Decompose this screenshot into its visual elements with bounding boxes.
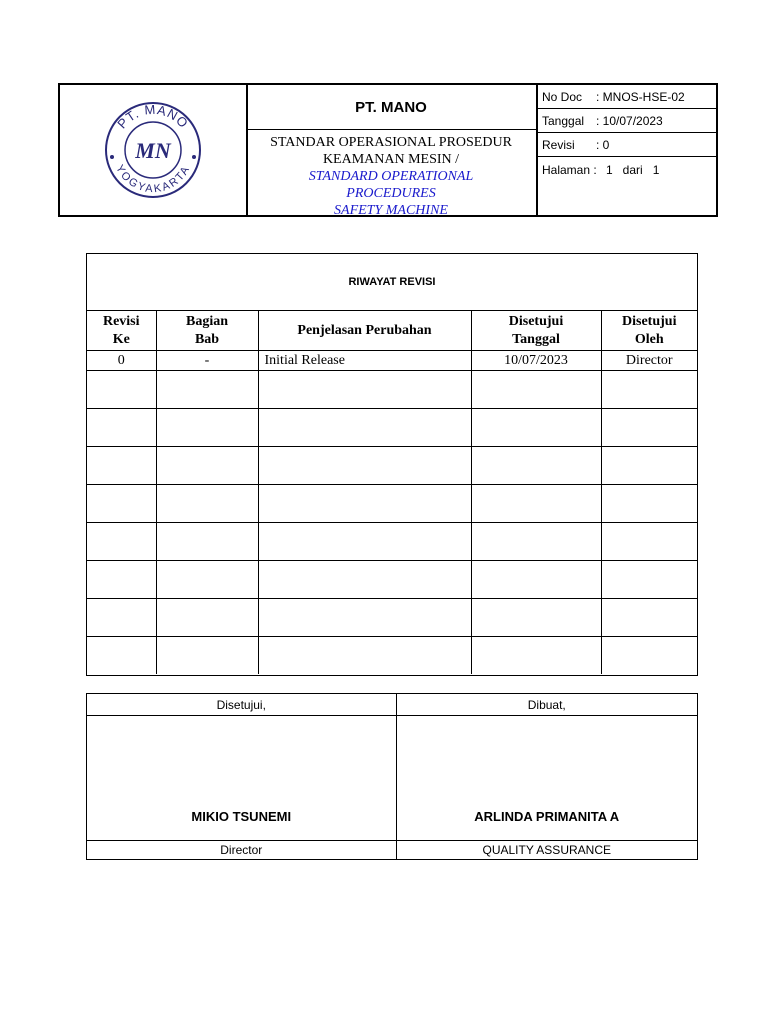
meta-doc-number: No Doc : MNOS-HSE-02 (536, 85, 718, 109)
company-logo-cell (60, 85, 248, 215)
table-row-empty (87, 485, 697, 523)
table-row-empty (87, 447, 697, 485)
revision-table (87, 311, 697, 674)
title-line-2: KEAMANAN MESIN / (322, 152, 460, 167)
approver-name: MIKIO TSUNEMI (87, 716, 396, 841)
table-row-empty (87, 523, 697, 561)
approval-labels (87, 694, 697, 716)
prepared-label: Dibuat, (396, 694, 697, 716)
col-revision-no: Revisi Ke (87, 311, 156, 351)
company-logo (103, 100, 203, 200)
approved-label: Disetujui, (87, 694, 396, 716)
col-approved-by: Disetujui Oleh (601, 311, 697, 351)
table-row-empty (87, 371, 697, 409)
logo-ring-bottom: YOGYAKARTA (113, 163, 193, 196)
document-title-cell (246, 85, 538, 218)
logo-monogram: MN (135, 138, 171, 163)
table-row-empty (87, 561, 697, 599)
table-row-empty (87, 409, 697, 447)
document-title (246, 130, 536, 219)
col-approved-date: Disetujui Tanggal (471, 311, 601, 351)
meta-revision: Revisi : 0 (536, 133, 718, 157)
table-row (87, 351, 697, 371)
logo-ring-top: PT. MANO (114, 101, 192, 132)
revision-history-title: RIWAYAT REVISI (87, 254, 697, 311)
approver-position: Director (87, 841, 396, 860)
document-meta (536, 85, 718, 215)
preparer-position: QUALITY ASSURANCE (396, 841, 697, 860)
title-en-line-2: PROCEDURES (346, 186, 436, 201)
table-row-empty (87, 637, 697, 675)
svg-text:PT. MANO (114, 102, 191, 132)
cell-approved-by: Director (601, 351, 697, 371)
approval-block (86, 693, 698, 860)
revision-history (86, 253, 698, 676)
approval-positions (87, 841, 697, 860)
title-en-line-3: SAFETY MACHINE (334, 203, 448, 218)
revision-table-header (87, 311, 697, 351)
company-name: PT. MANO (246, 85, 536, 130)
col-change-description: Penjelasan Perubahan (258, 311, 471, 351)
approval-signatures (87, 716, 697, 841)
title-en-line-1: STANDARD OPERATIONAL (308, 169, 474, 184)
document-header (58, 83, 718, 217)
meta-date: Tanggal : 10/07/2023 (536, 109, 718, 133)
approval-table (87, 694, 697, 859)
col-section: Bagian Bab (156, 311, 258, 351)
cell-section: - (156, 351, 258, 371)
cell-approved-date: 10/07/2023 (471, 351, 601, 371)
title-line-1: STANDAR OPERASIONAL PROSEDUR (270, 135, 512, 150)
svg-text:YOGYAKARTA (113, 163, 193, 195)
cell-change-description: Initial Release (258, 351, 471, 371)
table-row-empty (87, 599, 697, 637)
cell-revision-no: 0 (87, 351, 156, 371)
meta-page: Halaman : 1 dari 1 (542, 163, 660, 177)
preparer-name: ARLINDA PRIMANITA A (396, 716, 697, 841)
